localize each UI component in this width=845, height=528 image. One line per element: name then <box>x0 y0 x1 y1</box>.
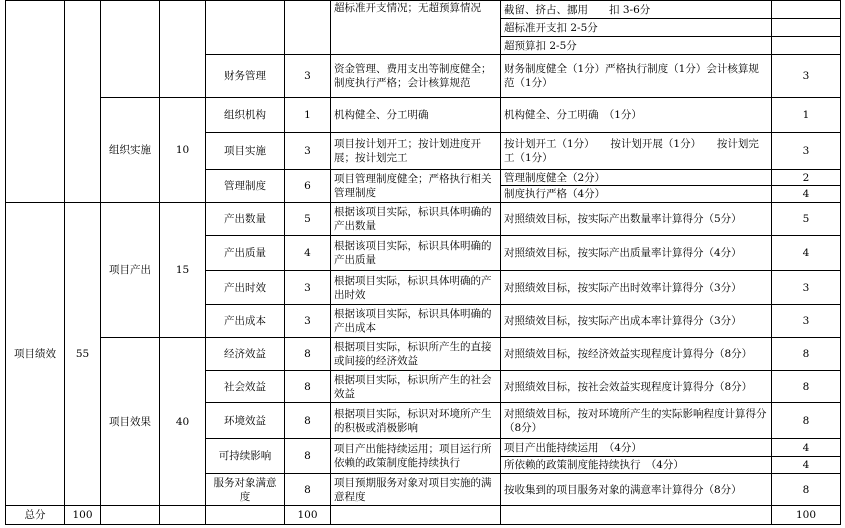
indicator-sustainable-impact: 可持续影响 <box>205 438 285 474</box>
score-output-quality: 4 <box>771 235 841 271</box>
weight-satisfaction: 8 <box>284 473 331 506</box>
cell-blank <box>159 505 206 525</box>
total-score: 100 <box>64 505 101 525</box>
criteria-implementation: 项目按计划开工；按计划进度开展；按计划完工 <box>330 132 501 170</box>
score-sustainable-impact-b: 4 <box>771 456 841 474</box>
method-management-b: 制度执行严格（4分） <box>500 185 772 203</box>
criteria-organization: 机构健全、分工明确 <box>330 97 501 133</box>
method-sustainable-impact-b: 所依赖的政策制度能持续执行 （4分） <box>500 456 772 474</box>
criteria-output-quantity: 根据该项目实际，标识具体明确的产出数量 <box>330 202 501 236</box>
group-org-implementation-score: 10 <box>159 97 206 203</box>
cell-blank <box>500 505 772 525</box>
weight-output-timeliness: 3 <box>284 270 331 305</box>
cell-blank <box>771 0 841 19</box>
criteria-economic-benefit: 根据项目实际，标识所产生的直接或间接的经济效益 <box>330 337 501 371</box>
cell-blank <box>771 36 841 55</box>
weight-environmental-benefit: 8 <box>284 402 331 439</box>
cell-blank <box>284 0 331 55</box>
criteria-overrun: 超标准开支情况；无超预算情况 <box>330 0 501 55</box>
group-project-effect: 项目效果 <box>100 337 160 506</box>
method-sustainable-impact-a: 项目产出能持续运用 （4分） <box>500 438 772 457</box>
score-management-a: 2 <box>771 169 841 186</box>
method-output-timeliness: 对照绩效目标，按实际产出时效率计算得分（3分） <box>500 270 772 305</box>
criteria-output-quality: 根据该项目实际，标识具体明确的产出质量 <box>330 235 501 271</box>
indicator-output-timeliness: 产出时效 <box>205 270 285 305</box>
score-implementation: 3 <box>771 132 841 170</box>
indicator-social-benefit: 社会效益 <box>205 370 285 403</box>
method-organization: 机构健全、分工明确 （1分） <box>500 97 772 133</box>
group-project-effect-score: 40 <box>159 337 206 506</box>
cell-blank <box>100 0 160 98</box>
method-satisfaction: 按收集到的项目服务对象的满意率计算得分（8分） <box>500 473 772 506</box>
group-project-output: 项目产出 <box>100 202 160 338</box>
criteria-social-benefit: 根据项目实际，标识所产生的社会效益 <box>330 370 501 403</box>
score-satisfaction: 8 <box>771 473 841 506</box>
criteria-management: 项目管理制度健全；严格执行相关管理制度 <box>330 169 501 203</box>
score-finance: 3 <box>771 54 841 98</box>
method-output-quality: 对照绩效目标，按实际产出质量率计算得分（4分） <box>500 235 772 271</box>
criteria-satisfaction: 项目预期服务对象对项目实施的满意程度 <box>330 473 501 506</box>
weight-economic-benefit: 8 <box>284 337 331 371</box>
score-social-benefit: 8 <box>771 370 841 403</box>
total-final-score: 100 <box>771 505 841 525</box>
method-finance: 财务制度健全（1分）严格执行制度（1分）会计核算规范（1分） <box>500 54 772 98</box>
weight-output-quality: 4 <box>284 235 331 271</box>
score-sustainable-impact-a: 4 <box>771 438 841 457</box>
score-environmental-benefit: 8 <box>771 402 841 439</box>
cell-blank <box>159 0 206 98</box>
weight-management: 6 <box>284 169 331 203</box>
indicator-environmental-benefit: 环境效益 <box>205 402 285 439</box>
weight-finance: 3 <box>284 54 331 98</box>
criteria-output-timeliness: 根据项目实际，标识具体明确的产出时效 <box>330 270 501 305</box>
indicator-economic-benefit: 经济效益 <box>205 337 285 371</box>
cell-blank <box>205 505 285 525</box>
weight-output-cost: 3 <box>284 304 331 338</box>
method-environmental-benefit: 对照绩效目标，按对环境所产生的实际影响程度计算得分（8分） <box>500 402 772 439</box>
criteria-environmental-benefit: 根据项目实际，标识对环境所产生的积极或消极影响 <box>330 402 501 439</box>
score-output-cost: 3 <box>771 304 841 338</box>
detail-over-budget: 超预算扣 2-5分 <box>500 36 772 55</box>
indicator-output-quality: 产出质量 <box>205 235 285 271</box>
category-project-performance: 项目绩效 <box>5 202 65 506</box>
criteria-finance: 资金管理、费用支出等制度健全；制度执行严格；会计核算规范 <box>330 54 501 98</box>
score-economic-benefit: 8 <box>771 337 841 371</box>
cell-blank <box>100 505 160 525</box>
method-economic-benefit: 对照绩效目标，按经济效益实现程度计算得分（8分） <box>500 337 772 371</box>
group-org-implementation: 组织实施 <box>100 97 160 203</box>
method-output-quantity: 对照绩效目标，按实际产出数量率计算得分（5分） <box>500 202 772 236</box>
indicator-organization: 组织机构 <box>205 97 285 133</box>
group-project-output-score: 15 <box>159 202 206 338</box>
indicator-implementation: 项目实施 <box>205 132 285 170</box>
cell-blank <box>205 0 285 55</box>
indicator-finance: 财务管理 <box>205 54 285 98</box>
cell-blank <box>330 505 501 525</box>
indicator-satisfaction: 服务对象满意度 <box>205 473 285 506</box>
weight-organization: 1 <box>284 97 331 133</box>
indicator-output-cost: 产出成本 <box>205 304 285 338</box>
score-output-quantity: 5 <box>771 202 841 236</box>
score-management-b: 4 <box>771 185 841 203</box>
cell-blank <box>5 0 65 203</box>
criteria-sustainable-impact: 项目产出能持续运用；项目运行所依赖的政策制度能持续执行 <box>330 438 501 474</box>
total-label: 总分 <box>5 505 65 525</box>
cell-blank <box>771 18 841 37</box>
weight-social-benefit: 8 <box>284 370 331 403</box>
method-social-benefit: 对照绩效目标，按社会效益实现程度计算得分（8分） <box>500 370 772 403</box>
indicator-output-quantity: 产出数量 <box>205 202 285 236</box>
detail-over-standard: 超标准开支扣 2-5分 <box>500 18 772 37</box>
weight-sustainable-impact: 8 <box>284 438 331 474</box>
method-management-a: 管理制度健全（2分） <box>500 169 772 186</box>
criteria-output-cost: 根据该项目实际，标识具体明确的产出成本 <box>330 304 501 338</box>
weight-implementation: 3 <box>284 132 331 170</box>
indicator-management: 管理制度 <box>205 169 285 203</box>
cell-blank <box>64 0 101 203</box>
weight-output-quantity: 5 <box>284 202 331 236</box>
category-project-performance-score: 55 <box>64 202 101 506</box>
total-weight: 100 <box>284 505 331 525</box>
method-output-cost: 对照绩效目标，按实际产出成本率计算得分（3分） <box>500 304 772 338</box>
score-organization: 1 <box>771 97 841 133</box>
score-output-timeliness: 3 <box>771 270 841 305</box>
method-implementation: 按计划开工（1分） 按计划开展（1分） 按计划完工（1分） <box>500 132 772 170</box>
detail-misappropriation: 截留、挤占、挪用 扣 3-6分 <box>500 0 772 19</box>
